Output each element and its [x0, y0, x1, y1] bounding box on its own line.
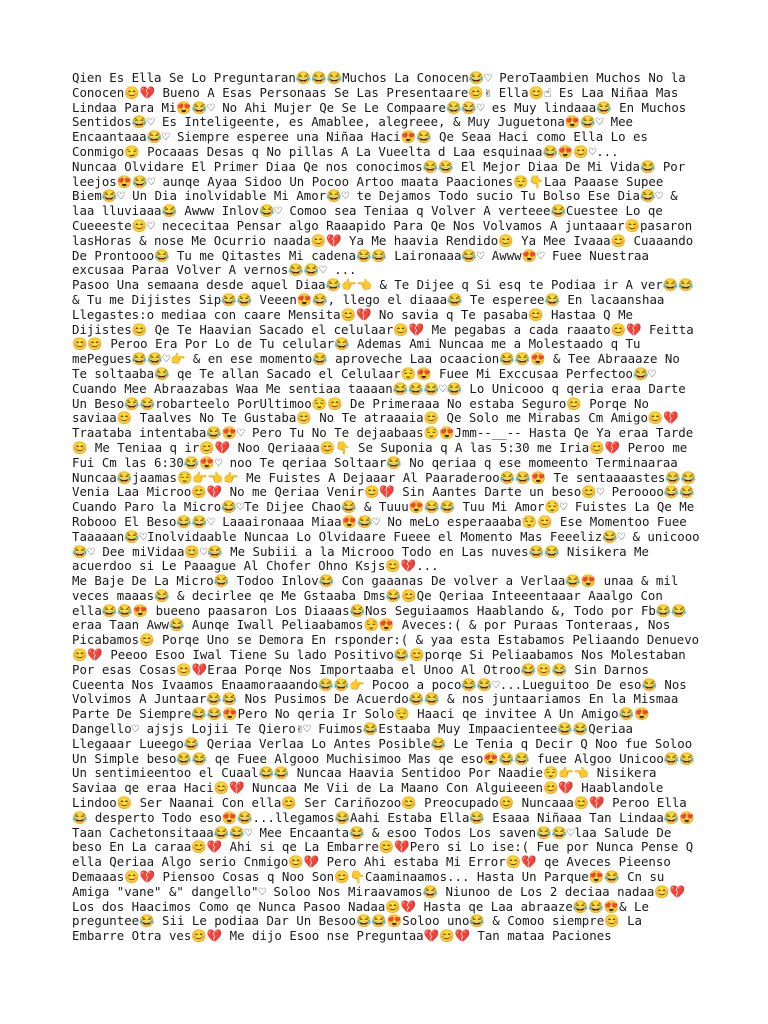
paragraph-1: Qien Es Ella Se Lo Preguntaran😂😂😂Muchos La Conocen😂♡ PeroTaambien Muchos No la Conocen😊💔 Bueno A Esas Personaas Se Las Presentaare😊✌ Ella😊☝ Es Laa Niñaa Mas Lindaa Para Mi😍😂♡ No Ahi Mujer Qe Se Le Compaare😂😂♡ es Muy lindaaa😂 En Muchos Sentidos😂♡ Es Inteligeente, es Amablee, alegreee, & Muy Juguetona😍😂♡ Mee Encaantaaa😂♡ Siempre esperee una Niñaa Haci😍😂 Qe Seaa Haci como Ella Lo es Conmigo😏 Pocaaas Desas q No pillas A La Vueelta d Laa esquinaa😂😍😊♡... — [72, 70, 687, 159]
paragraph-2: Nuncaa Olvidare El Primer Diaa Qe nos conocimos😂😂 El Mejor Diaa De Mi Vida😂 Por leejos😍😂♡ aunqe Ayaa Sidoo Un Pocoo Artoo maata Paaciones😌👇Laa Paaase Supee Biem😂♡ Un Dia inolvidable Mi Amor😂♡ te Dejamos Todo sucio Tu Bolso Ese Dia😂♡ & laa lluviaaa😂 Awww Inlov😂♡ Comoo sea Teniaa q Volver A verteee😂Cuestee Lo qe Cueeeste😊♡ nececitaa Pensar algo Raaapido Para Qe Nos Volvamos A juntaaar😊pasaron lasHoras & nose Me Ocurrio naada😊💔 Ya Me haavia Rendido😊 Ya Mee Ivaaa😊 Cuaaando De Prontooo😂 Tu me Qitastes Mi cadena😂😂 Laironaaa😂♡ Awww😍♡ Fuee Nuestraa excusaa Paraa Volver A vernos😂😂♡ ... — [72, 158, 694, 278]
document-text-block — [72, 71, 700, 944]
paragraph-4: Me Baje De La Micro😂 Todoo Inlov😂 Con gaaanas De volver a Verlaa😂😍 unaa & mil veces maaas😂 & decirlee qe Me Gstaaba Dms😂😊Qe Qeriaa Inteeentaaar Aaalgo Con ella😂😂😍 bueeno paasaron Los Diaaas😂Nos Seguiaamos Haablando &, Todo por Fb😂😂 eraa Taan Aww😂 Aunqe Iwall Peliaabamos😌😍 Aveces:( & por Puraas Tonteraas, Nos Picabamos😊 Porqe Uno se Demora En rsponder:( & yaa esta Estabamos Peliaando Denuevo😊💔 Peeoo Esoo Iwal Tiene Su lado Positivo😂😊porqe Si Peliaabamos Nos Molestaban Por esas Cosas😊💔Eraa Porqe Nos Importaaba el Unoo Al Otroo😂😊😂 Sin Darnos Cueenta Nos Ivaamos Enaamoraaando😂😂👉 Pocoo a poco😂😂♡...Lueguitoo De eso😂 Nos Volvimos A Juntaar😂😂 Nos Pusimos De Acuerdo😂😂 & nos juntaariamos En la Mismaa Parte De Siempre😂😂😍Pero No qeria Ir Solo😌 Haaci qe invitee A Un Amigo😂😍 Dangello♡ ajsjs Lojii Te Qiero✌♡ Fuimos😂Estaaba Muy Impaacientee😂😂Qeriaa Llegaaar Lueego😂 Qeriaa Verlaa Lo Antes Posible😂 Le Tenia q Decir Q Noo fue Soloo Un Simple beso😂😂 qe Fuee Algooo Muchisimoo Mas qe eso😍😂😂 fuee Algoo Unicoo😂😂Un sentimieentoo el Cuaal😂😂 Nuncaa Haavia Sentidoo Por Naadie😌👉👈 Nisikera Saviaa qe eraa Haci😊💔 Nuncaa Me Vii de La Maano Con Alguieeen😊💔 Haablandole Lindoo😊 Ser Naanai Con ella😊 Ser Cariñozoo😊 Preocupado😊 Nuncaaa😊💔 Peroo Ella😂 desperto Todo eso😍😂...llegamos😂Aahi Estaba Ella😂 Esaaa Niñaaa Tan Lindaa😂😍 Taan Cachetonsitaaa😂😂♡ Mee Encaanta😂 & esoo Todos Los saven😂😂♡laa Salude De beso En La caraa😊💔 Ahi si qe La Embarre😊💔Pero si Lo ise:( Fue por Nunca Pense Q ella Qeriaa Algo serio Cnmigo😊💔 Pero Ahi estaba Mi Error😊💔 qe Aveces Pieenso Demaaas😊💔 Piensoo Cosas q Noo Son😊👇Caaminaamos... Hasta Un Parque😍😂 Cn su Amiga "vane" &" dangello"♡ Soloo Nos Miraavamos😂 Niunoo de Los 2 deciaa nadaa😊💔 Los dos Haacimos Como qe Nunca Pasoo Nadaa😊💔 Hasta qe Laa abraaze😂😂😍& Le preguntee😂 Sii Le podiaa Dar Un Besoo😂😂😍Soloo uno😂 & Comoo siempre😊 La Embarre Otra ves😊💔 Me dijo Esoo nse Preguntaa💔😊💔 Tan mataa Paciones — [72, 573, 700, 944]
paragraph-3: Pasoo Una semaana desde aquel Diaa😂👉👈 & Te Dijee q Si esq te Podiaa ir A ver😂😂 & Tu me Dijistes Sip😂😂 Veeen😍😂, llego el diaaa😂 Te esperee😂 En lacaanshaa Llegastes:o mediaa con caare Mensita😊💔 No savia q Te pasaba😊 Hastaa Q Me Dijistes😊 Qe Te Haavian Sacado el celulaar😊💔 Me pegabas a cada raaato😊💔 Feitta😊😊 Peroo Era Por Lo de Tu celular😂 Ademas Ami Nuncaa me a Molestaado q Tu mePegues😂😂♡👉 & en ese momento😂 aproveche Laa ocaacion😂😂😍 & Tee Abraaaze No Te soltaaba😂 qe Te allan Sacado el Celulaar😌😍 Fuee Mi Exccusaa Perfectoo😂♡ Cuando Mee Abraazabas Waa Me sentiaa taaaan😂😂😂♡😂 Lo Unicooo q qeria eraa Darte Un Beso😂😂robarteelo PorUltimoo😌😊 De Primeraaa No estaba Seguro😊 Porqe No saviaa😊 Taalves No Te Gustaba😊 No Te atraaaia😊 Qe Solo me Mirabas Cm Amigo😊💔 Traataba intentaba😂😍♡ Pero Tu No Te dejaabaas😌😍Jmm--__-- Hasta Qe Ya eraa Tarde😊 Me Teniaa q ir😊💔 Noo Qeriaaa😊👇 Se Suponia q A las 5:30 me Iria😊💔 Peroo me Fui Cm las 6:30😂😍♡ noo Te qeriaa Soltaar😂 No qeriaa q ese momeento Terminaaraa Nuncaa😂jaamas😌👉👈👉 Me Fuistes A Dejaaar Al Paaraderoo😂😂😍 Te sentaaaastes😂😂 Venia Laa Microo😊💔 No me Qeriaa Venir😊💔 Sin Aantes Darte un beso😊♡ Peroooo😂😂 Cuando Paro la Micro😂♡Te Dijee Chao😂 & Tuuu😍😂😂 Tuu Mi Amor😌♡ Fuistes La Qe Me Robooo El Beso😂😂♡ Laaaironaaa Miaa😍😂♡ No meLo esperaaaba😌😊 Ese Momentoo Fuee Taaaaan😂♡Inolvidaable Nuncaa Lo Olvidaare Fueee el Momento Mas Feeeliz😂♡ & unicooo😂♡ Dee miVidaa😊♡😂 Me Subiii a la Microoo Todo en Las nuves😂😂 Nisikera Me acuerdoo si Le Paaague Al Chofer Ohno Ksjs😊💔... — [72, 277, 700, 574]
